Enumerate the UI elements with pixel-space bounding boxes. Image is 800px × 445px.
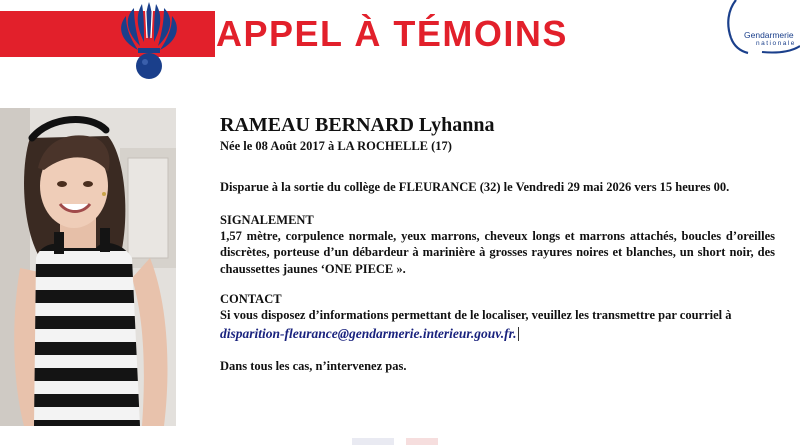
closing-text: Dans tous les cas, n’intervenez pas. xyxy=(220,358,407,373)
birth-info: Née le 08 Août 2017 à LA ROCHELLE (17) xyxy=(220,139,452,153)
signalement-text: 1,57 mètre, corpulence normale, yeux marrons, cheveux longs et marrons attachés, boucles d’oreilles discrètes, porteuse d’un débardeur à marinière à grosses rayures noires et blanches, un short noir, des chaussettes jaunes ‘ONE PIECE ». xyxy=(220,228,775,276)
disappearance-text: Disparue à la sortie du collège de FLEURANCE (32) le Vendredi 29 mai 2026 vers 15 heures 00. xyxy=(220,180,730,194)
missing-person-photo xyxy=(0,108,176,426)
org-logo-name: Gendarmerie xyxy=(744,30,794,40)
person-name: RAMEAU BERNARD Lyhanna xyxy=(220,114,495,136)
poster-header xyxy=(0,0,800,95)
email-line xyxy=(220,324,519,343)
gendarmerie-logo-icon xyxy=(722,0,800,58)
flame-grenade-icon xyxy=(114,0,184,82)
contact-text: Si vous disposez d’informations permettant de le localiser, veuillez les transmettre par courriel à xyxy=(220,308,732,322)
info-column xyxy=(220,113,775,374)
text-cursor xyxy=(518,327,519,341)
signalement-heading: SIGNALEMENT xyxy=(220,212,314,227)
org-logo-subtitle: nationale xyxy=(756,40,796,47)
contact-heading: CONTACT xyxy=(220,292,282,306)
contact-email-link[interactable]: disparition-fleurance@gendarmerie.interieur.gouv.fr xyxy=(220,325,514,341)
bottom-mark-right xyxy=(406,438,438,445)
email-suffix: . xyxy=(513,325,517,341)
page-title: APPEL À TÉMOINS xyxy=(216,13,568,54)
bottom-mark-left xyxy=(352,438,394,445)
